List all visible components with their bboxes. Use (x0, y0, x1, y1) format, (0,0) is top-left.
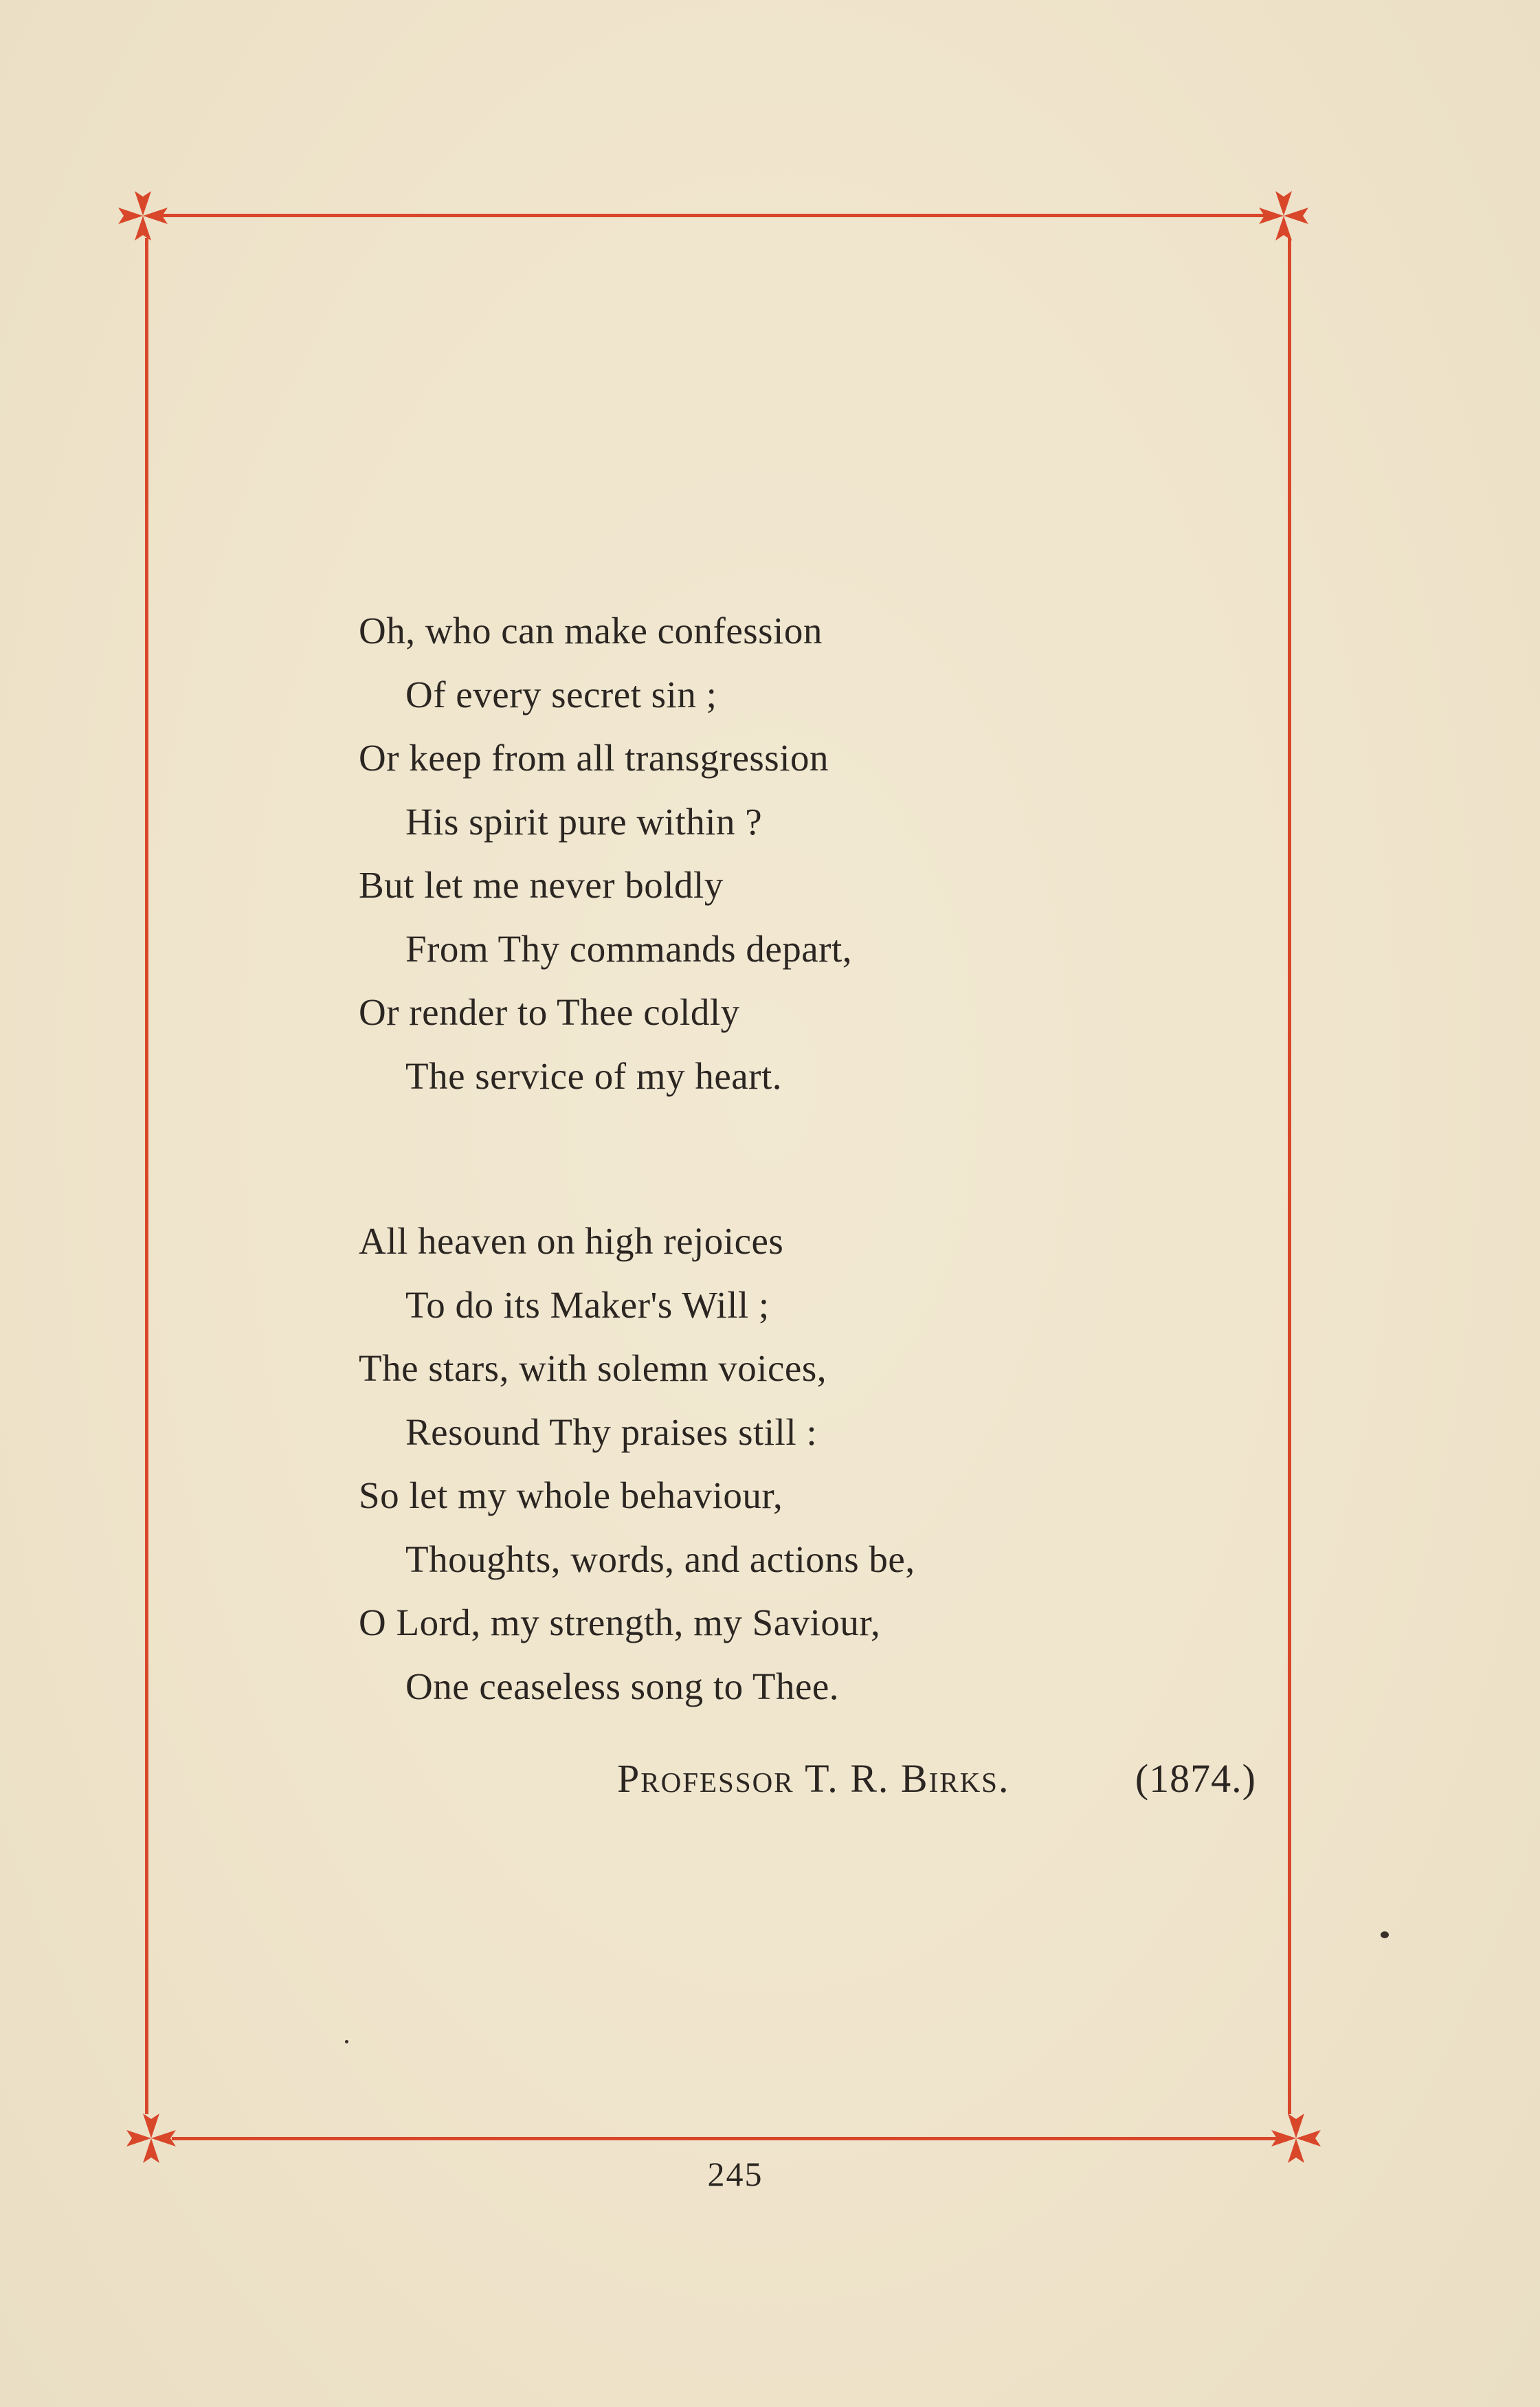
maltese-cross-icon (1256, 188, 1311, 243)
poem-line: To do its Maker's Will ; (405, 1283, 770, 1326)
poem-line: Of every secret sin ; (405, 673, 717, 716)
poem-line: Oh, who can make confession (359, 610, 823, 652)
poem-line: Or render to Thee coldly (359, 991, 740, 1033)
poem-line: The service of my heart. (405, 1054, 783, 1097)
attribution-author: Professor T. R. Birks. (617, 1756, 1010, 1801)
maltese-cross-icon (1269, 2111, 1324, 2166)
attribution-year: (1874.) (1135, 1756, 1256, 1801)
border-top-rule (162, 214, 1267, 217)
attribution (617, 1751, 1256, 1806)
poem-stanza (359, 599, 1252, 1108)
border-right-rule (1288, 238, 1291, 2114)
poem-line: All heaven on high rejoices (359, 1220, 784, 1262)
poem-line: O Lord, my strength, my Saviour, (359, 1601, 881, 1643)
page-number: 245 (707, 2155, 763, 2193)
poem-line: From Thy commands depart, (405, 927, 852, 970)
poem-line: Thoughts, words, and actions be, (405, 1538, 915, 1580)
poem-line: So let my whole behaviour, (359, 1474, 783, 1516)
poem-line: His spirit pure within ? (405, 800, 763, 843)
maltese-cross-icon (124, 2111, 179, 2166)
ink-speck (345, 2040, 348, 2043)
border-bottom-rule (172, 2137, 1277, 2140)
poem-stanza (359, 1210, 1252, 1718)
ink-speck (1381, 1931, 1389, 1938)
poem-line: But let me never boldly (359, 864, 724, 906)
poem-line: One ceaseless song to Thee. (405, 1665, 840, 1707)
maltese-cross-icon (115, 188, 170, 243)
poem (359, 599, 1252, 1718)
poem-line: Resound Thy praises still : (405, 1410, 818, 1453)
border-left-rule (145, 238, 148, 2114)
poem-line: The stars, with solemn voices, (359, 1347, 827, 1389)
poem-line: Or keep from all transgression (359, 737, 829, 779)
